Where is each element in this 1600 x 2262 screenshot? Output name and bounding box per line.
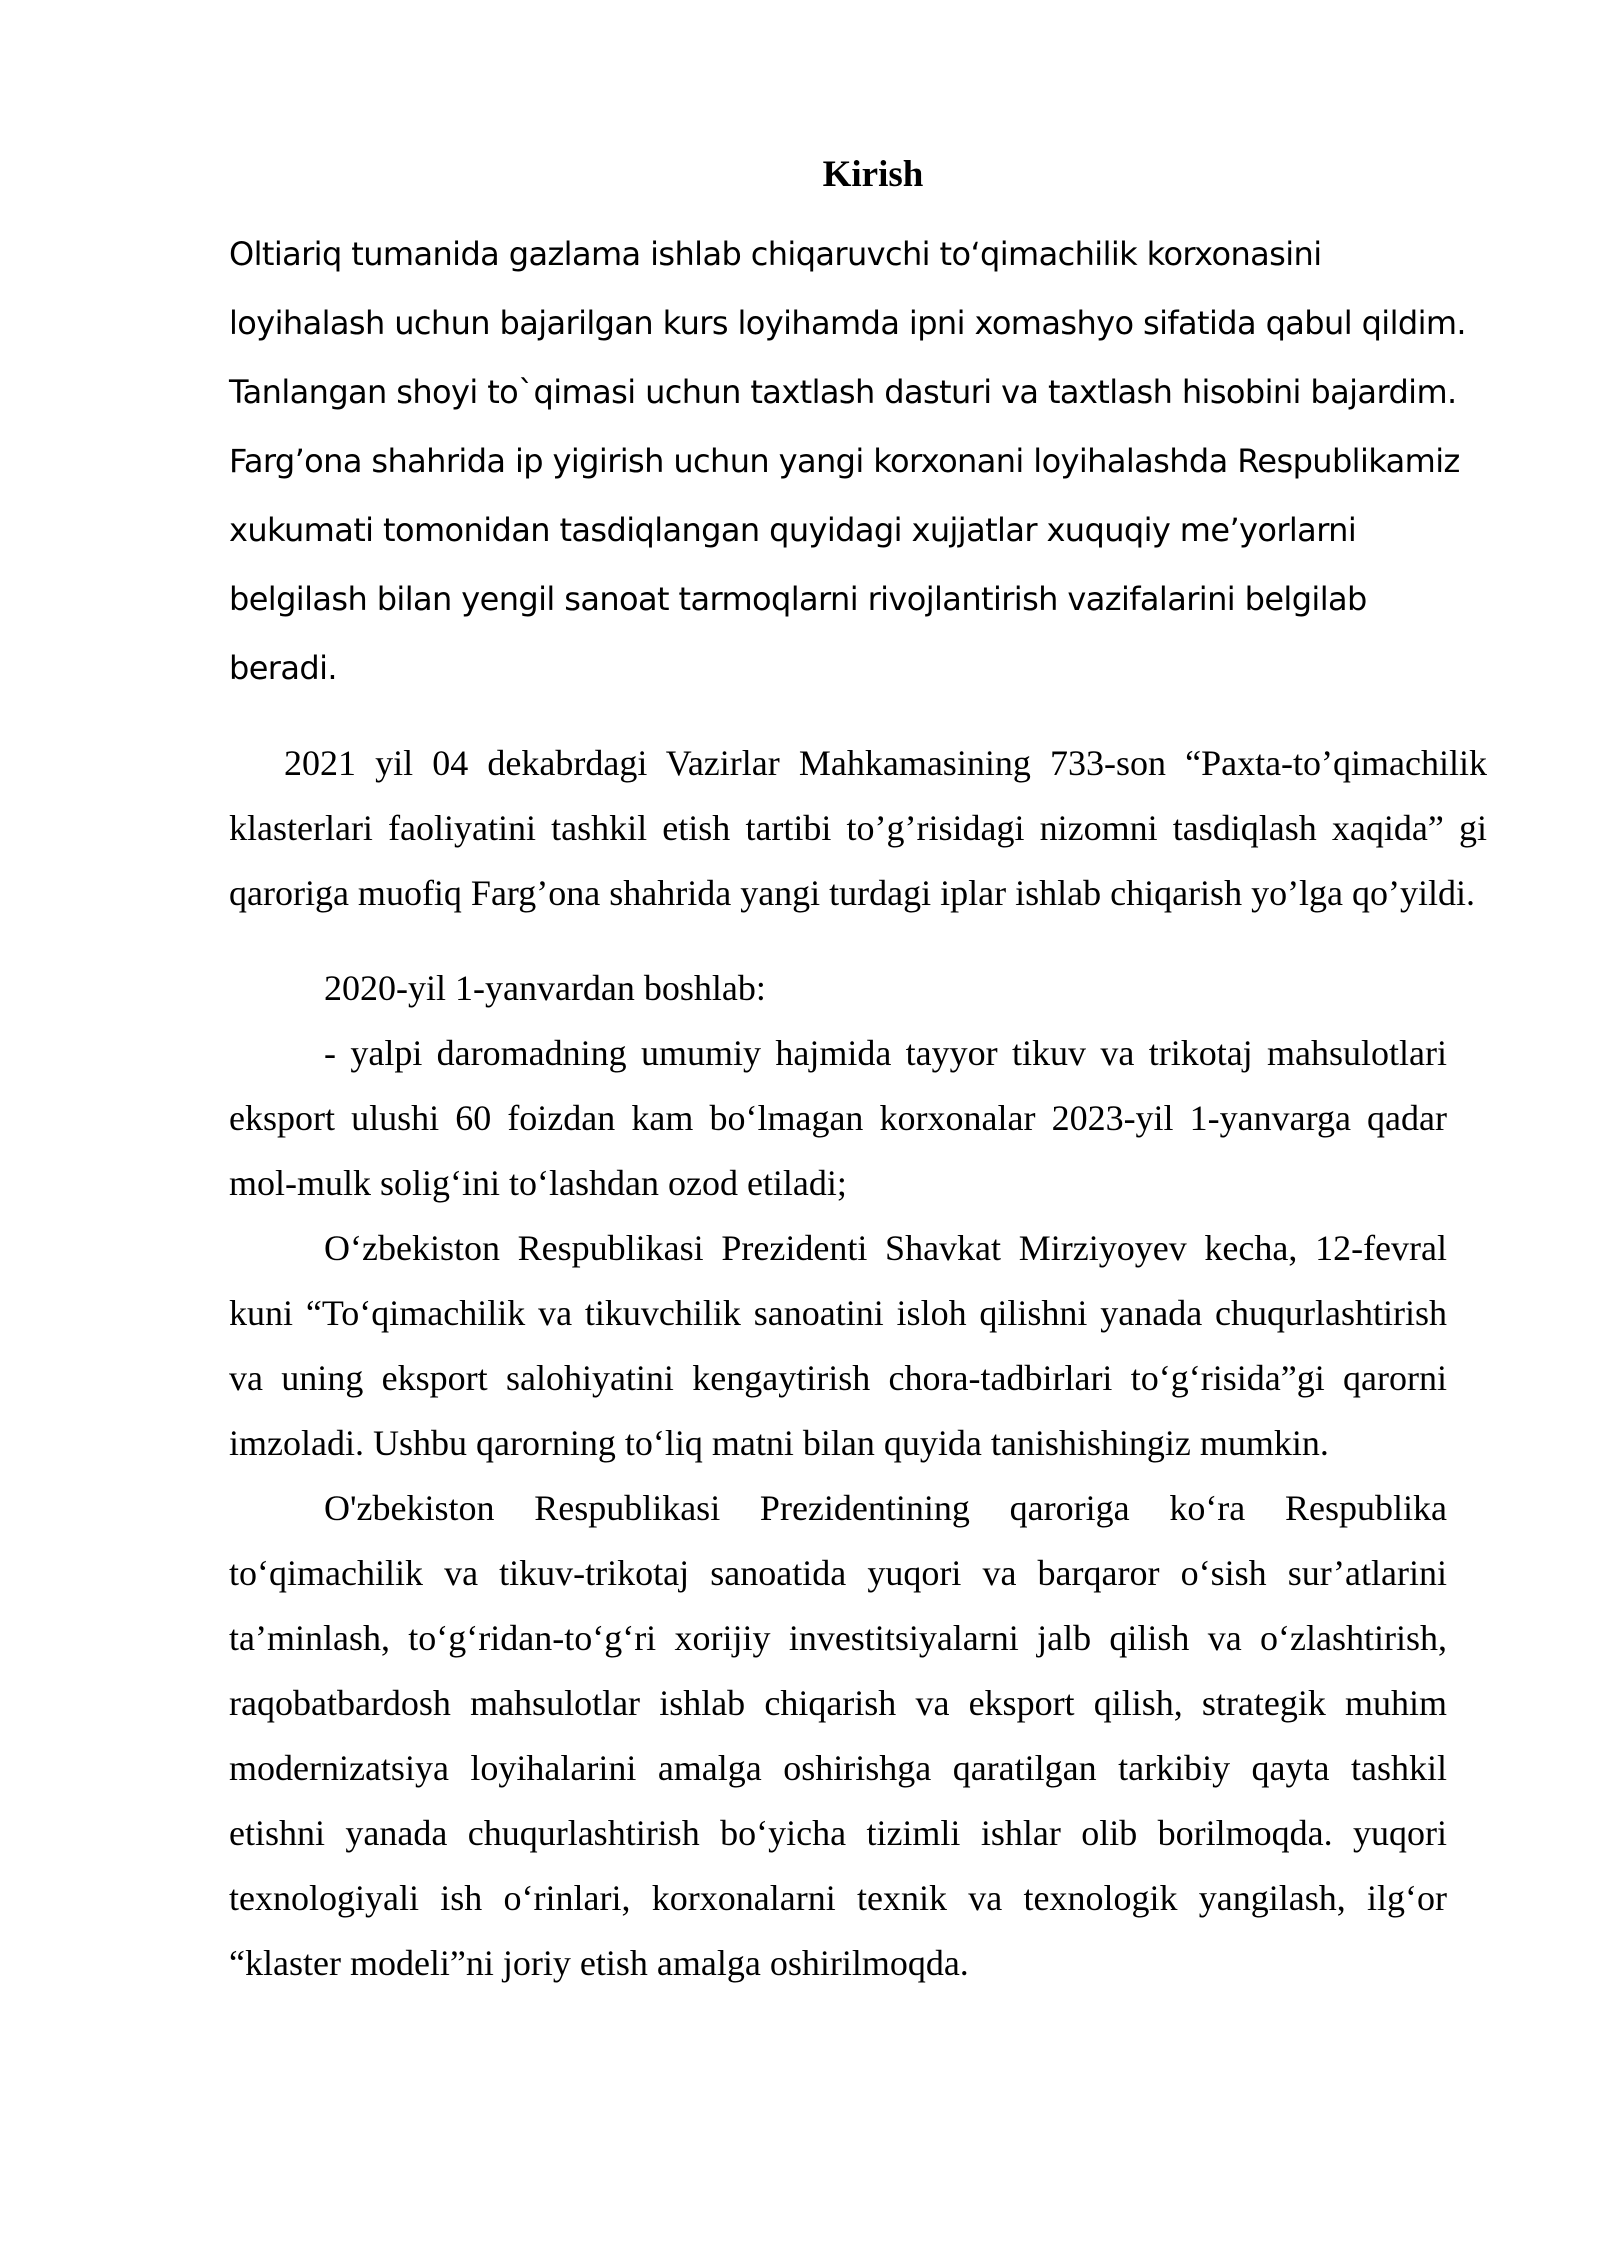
resolution-paragraph: 2021 yil 04 dekabrdagi Vazirlar Mahkamasining 733-son “Paxta-to’qimachilik klasterlari faoliyatini tashkil etish tartibi to’g’risidagi nizomni tasdiqlash xaqida” gi qaroriga muofiq Farg’ona shahrida yangi turdagi iplar ishlab chiqarish yo’lga qo’yildi. — [229, 743, 1487, 913]
tax-exemption-paragraph: - yalpi daromadning umumiy hajmida tayyor tikuv va trikotaj mahsulotlari eksport ulushi 60 foizdan kam boʻlmagan korxonalar 2023-yil 1-yanvarga qadar mol-mulk soligʻini toʻlashdan ozod etiladi; — [229, 1033, 1447, 1203]
document-body — [229, 150, 1487, 1996]
industry-reform-paragraph: O'zbekiston Respublikasi Prezidentining qaroriga koʻra Respublika toʻqimachilik va tikuv-trikotaj sanoatida yuqori va barqaror oʻsish sur’atlarini ta’minlash, toʻgʻridan-toʻgʻri xorijiy investitsiyalarni jalb qilish va oʻzlashtirish, raqobatbardosh mahsulotlar ishlab chiqarish va eksport qilish, strategik muhim modernizatsiya loyihalarini amalga oshirishga qaratilgan tarkibiy qayta tashkil etishni yanada chuqurlashtirish boʻyicha tizimli ishlar olib borilmoqda. yuqori texnologiyali ish oʻrinlari, korxonalarni texnik va texnologik yangilash, ilgʻor “klaster modeli”ni joriy etish amalga oshirilmoqda. — [229, 1488, 1447, 1983]
intro-paragraph: Oltiariq tumanida gazlama ishlab chiqaruvchi toʻqimachilik korxonasini loyihalash uchun bajarilgan kurs loyihamda ipni xomashyo sifatida qabul qildim. Tanlangan shoyi to`qimasi uchun taxtlash dasturi va taxtlash hisobini bajardim. Farg’ona shahrida ip yigirish uchun yangi korxonani loyihalashda Respublikamiz xukumati tomonidan tasdiqlangan quyidagi xujjatlar xuquqiy me’yorlarni belgilash bilan yengil sanoat tarmoqlarni rivojlantirish vazifalarini belgilab beradi. — [229, 235, 1467, 687]
start-date-paragraph: 2020-yil 1-yanvardan boshlab: — [324, 968, 766, 1008]
president-decree-paragraph: Oʻzbekiston Respublikasi Prezidenti Shavkat Mirziyoyev kecha, 12-fevral kuni “Toʻqimachilik va tikuvchilik sanoatini isloh qilishni yanada chuqurlashtirish va uning eksport salohiyatini kengaytirish chora-tadbirlari toʻgʻrisida”gi qarorni imzoladi. Ushbu qarorning toʻliq matni bilan quyida tanishishingiz mumkin. — [229, 1228, 1447, 1463]
page-title: Kirish — [822, 154, 924, 195]
